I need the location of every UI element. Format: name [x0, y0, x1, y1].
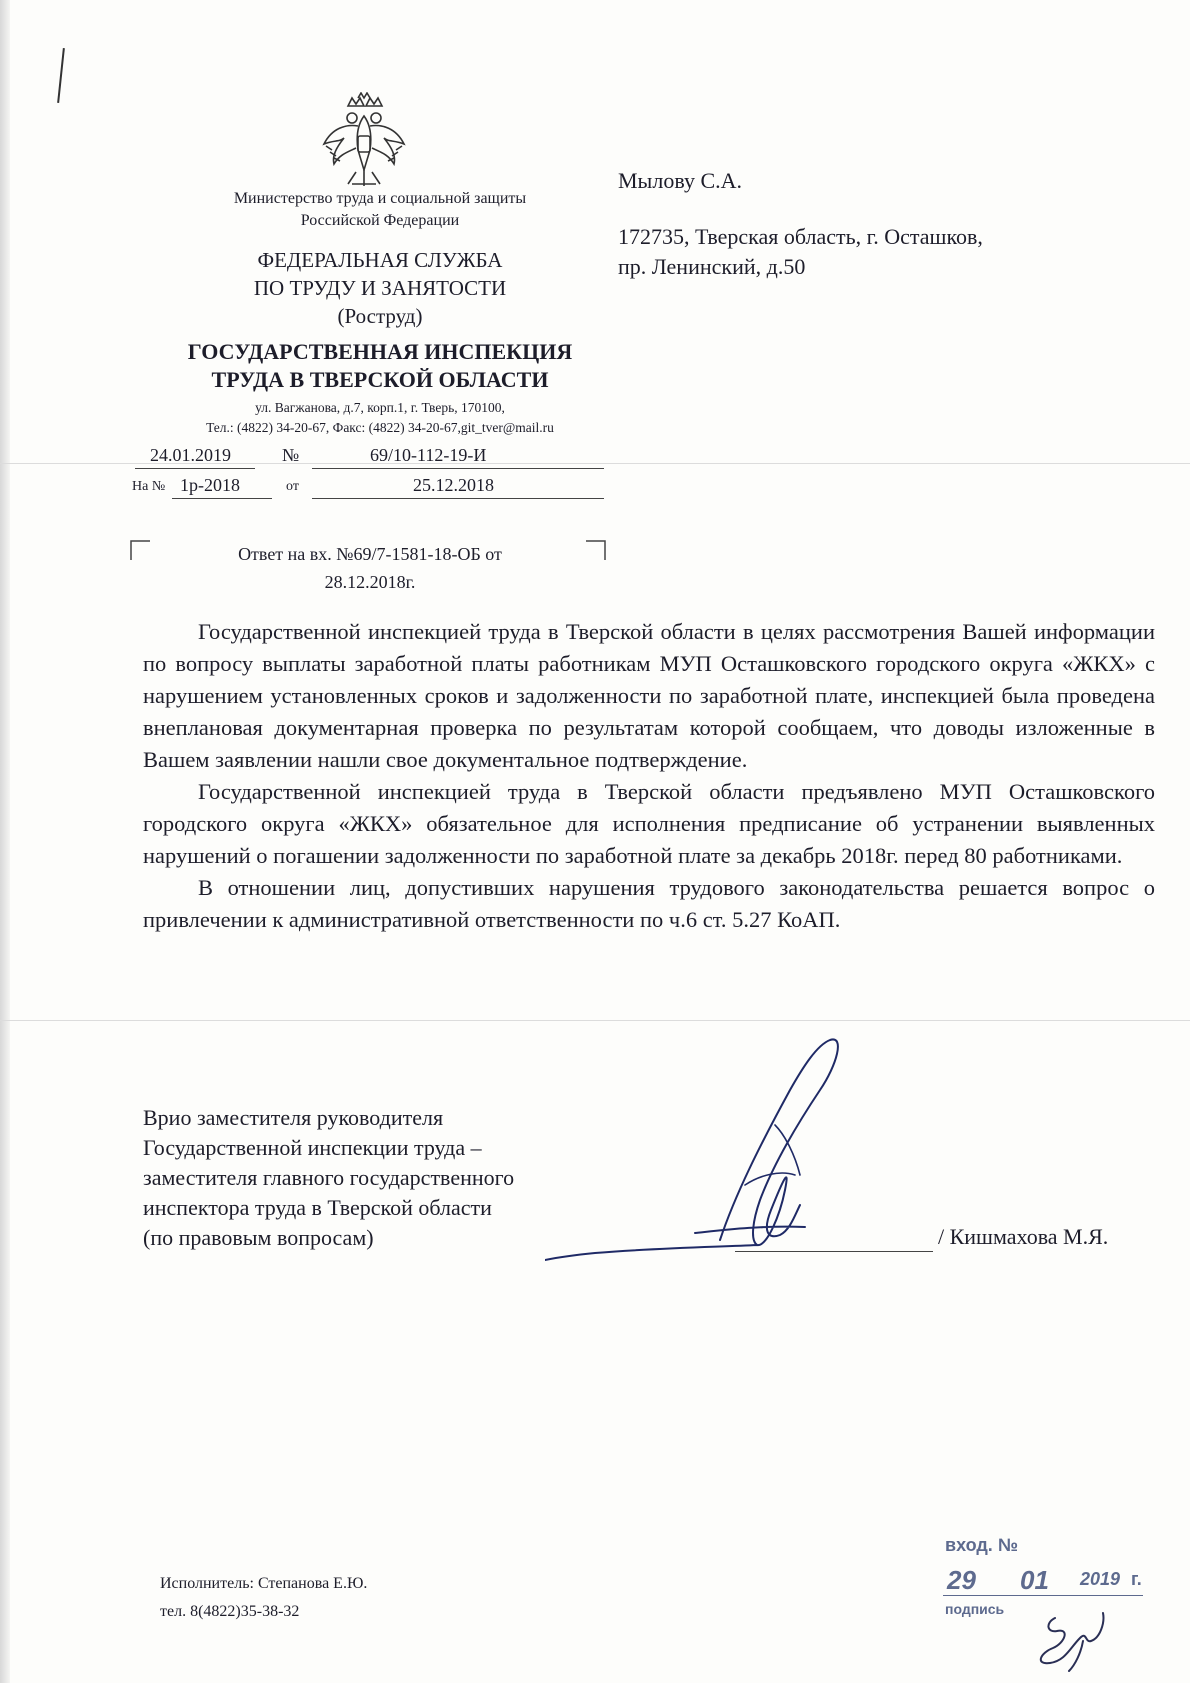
ministry-line: Министерство труда и социальной защиты	[233, 190, 527, 207]
in-reply-number: 1р-2018	[180, 475, 240, 495]
agency-address	[130, 398, 630, 438]
signer-position-line: инспектора труда в Тверской области	[143, 1195, 492, 1220]
executor-name: Исполнитель: Степанова Е.Ю.	[160, 1575, 368, 1592]
pen-mark	[57, 48, 65, 103]
incoming-registration-stamp	[935, 1535, 1165, 1675]
body-paragraph: Государственной инспекцией труда в Тверской области в целях рассмотрения Вашей информации по вопросу выплаты заработной платы работникам МУП Осташковского городского округа «ЖКХ» с нарушением установленных сроков и задолженности по заработной плате, инспекцией была проведена внеплановая документарная проверка по результатам которой сообщаем, что доводы изложенные в Вашем заявлении нашли свое документальное подтверждение.	[143, 619, 1155, 772]
service-short-name: (Роструд)	[337, 304, 423, 328]
executor-phone: тел. 8(4822)35-38-32	[160, 1603, 300, 1620]
outgoing-date: 24.01.2019	[150, 445, 231, 465]
in-reply-underline	[172, 498, 272, 499]
number-underline	[312, 468, 604, 469]
stamp-year-suffix: г.	[1131, 1569, 1142, 1589]
service-line: ПО ТРУДУ И ЗАНЯТОСТИ	[253, 276, 507, 300]
number-label: №	[282, 445, 300, 465]
scan-fold-line	[0, 1020, 1190, 1021]
service-line: ФЕДЕРАЛЬНАЯ СЛУЖБА	[257, 248, 503, 272]
field-corner-mark	[130, 540, 150, 560]
in-reply-label: На №	[132, 479, 166, 494]
executor-info	[160, 1570, 367, 1626]
body-paragraph: Государственной инспекцией труда в Тверской области предъявлено МУП Осташковского городского округа «ЖКХ» обязательное для исполнения предписание об устранении выявленных нарушений о погашении задолженности по заработной плате за декабрь 2018г. перед 80 работниками.	[143, 779, 1155, 868]
body-paragraph: В отношении лиц, допустивших нарушения трудового законодательства решается вопрос о привлечении к административной ответственности по ч.6 ст. 5.27 КоАП.	[143, 875, 1155, 932]
signer-name: / Кишмахова М.Я.	[938, 1224, 1109, 1249]
letter-body	[143, 616, 1155, 936]
federal-service-name	[130, 246, 630, 330]
recipient-address-line: пр. Ленинский, д.50	[618, 254, 806, 279]
reply-reference-line: Ответ на вх. №69/7-1581-18-ОБ от	[238, 544, 502, 564]
agency-line: ГОСУДАРСТВЕННАЯ ИНСПЕКЦИЯ	[187, 339, 573, 364]
agency-line: ТРУДА В ТВЕРСКОЙ ОБЛАСТИ	[211, 367, 549, 392]
outgoing-number: 69/10-112-19-И	[370, 445, 487, 465]
address-line: ул. Вагжанова, д.7, корп.1, г. Тверь, 170100,	[255, 400, 505, 415]
stamp-initials-signature	[1025, 1593, 1135, 1673]
signer-position-line: (по правовым вопросам)	[143, 1225, 374, 1250]
signer-position	[143, 1103, 514, 1253]
signer-position-line: Врио заместителя руководителя	[143, 1105, 444, 1130]
agency-name	[130, 338, 630, 394]
date-underline	[135, 468, 255, 469]
stamp-month: 01	[1020, 1565, 1049, 1595]
recipient-address-line: 172735, Тверская область, г. Осташков,	[618, 224, 983, 249]
in-reply-date: 25.12.2018	[413, 475, 494, 495]
from-label: от	[286, 479, 299, 494]
stamp-signature-label: подпись	[945, 1601, 1005, 1617]
signer-position-line: заместителя главного государственного	[143, 1165, 515, 1190]
stamp-incoming-label: вход. №	[945, 1535, 1018, 1555]
handwritten-signature	[545, 1035, 965, 1275]
stamp-year: 2019	[1080, 1569, 1121, 1589]
reply-reference-date: 28.12.2018г.	[324, 572, 416, 592]
coat-of-arms-icon	[318, 92, 410, 192]
signer-position-line: Государственной инспекции труда –	[143, 1135, 482, 1160]
reply-reference	[150, 540, 590, 596]
from-date-underline	[312, 498, 604, 499]
recipient-block	[618, 166, 983, 282]
scan-edge-shadow	[0, 0, 10, 1683]
contacts-line: Тел.: (4822) 34-20-67, Факс: (4822) 34-20-67,git_tver@mail.ru	[206, 420, 554, 435]
ministry-line: Российской Федерации	[300, 212, 460, 229]
ministry-name	[130, 188, 630, 232]
recipient-name: Мылову С.А.	[618, 168, 743, 193]
stamp-day: 29	[947, 1565, 976, 1595]
